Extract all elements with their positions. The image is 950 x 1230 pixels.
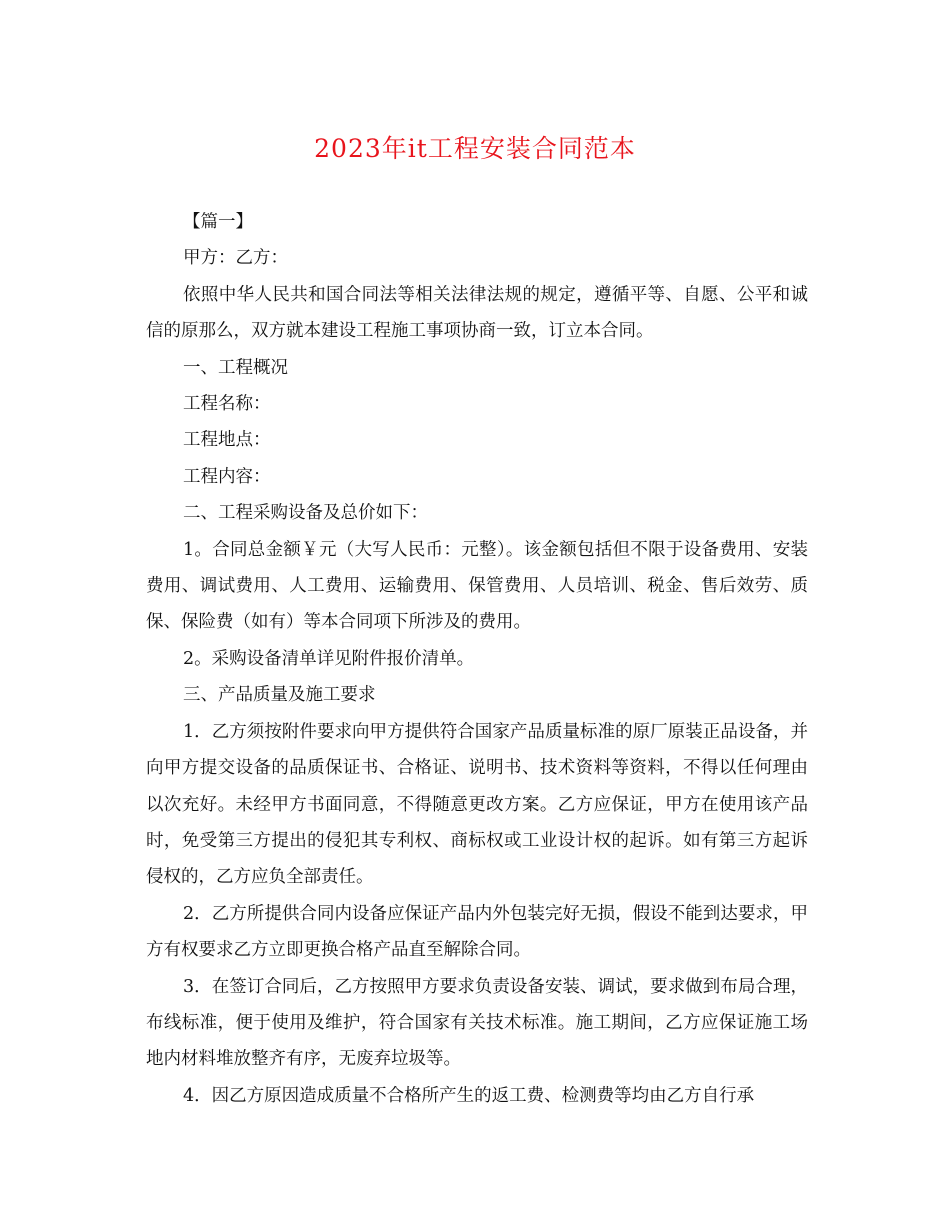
document-title: 2023年it工程安装合同范本 [314,134,636,163]
preamble-paragraph: 依照中华人民共和国合同法等相关法律法规的规定，遵循平等、自愿、公平和诚信的原那么，双方就本建设工程施工事项协商一致，订立本合同。 [146,284,808,342]
document-body [146,204,808,1114]
clause-heading: 一、工程概况 [183,357,288,378]
clause-paragraph: 1．乙方须按附件要求向甲方提供符合国家产品质量标准的原厂原装正品设备，并向甲方提交设备的品质保证书、合格证、说明书、技术资料等资料，不得以任何理由以次充好。未经甲方书面同意，不得随意更改方案。乙方应保证，甲方在使用该产品时，免受第三方提出的侵犯其专利权、商标权或工业设计权的起诉。如有第三方起诉侵权的，乙方应负全部责任。 [146,721,808,888]
clause-paragraph: 4．因乙方原因造成质量不合格所产生的返工费、检测费等均由乙方自行承 [183,1085,755,1106]
project-name-line: 工程名称： [183,394,271,415]
clause-paragraph: 3．在签订合同后，乙方按照甲方要求负责设备安装、调试，要求做到布局合理，布线标准，便于使用及维护，符合国家有关技术标准。施工期间，乙方应保证施工场地内材料堆放整齐有序，无废弃垃圾等。 [146,976,808,1070]
clause-heading: 三、产品质量及施工要求 [183,685,376,706]
project-content-line: 工程内容： [183,466,271,487]
section-heading: 【篇一】 [183,212,253,232]
clause-paragraph: 1。合同总金额￥元（大写人民币：元整）。该金额包括但不限于设备费用、安装费用、调试费用、人工费用、运输费用、保管费用、人员培训、税金、售后效劳、质保、保险费（如有）等本合同项下所涉及的费用。 [146,539,808,633]
project-location-line: 工程地点： [183,430,271,451]
clause-heading: 二、工程采购设备及总价如下： [183,503,428,524]
party-line: 甲方：乙方： [183,248,288,269]
clause-paragraph: 2．乙方所提供合同内设备应保证产品内外包装完好无损，假设不能到达要求，甲方有权要求乙方立即更换合格产品直至解除合同。 [146,903,808,961]
clause-paragraph: 2。采购设备清单详见附件报价清单。 [183,648,475,669]
